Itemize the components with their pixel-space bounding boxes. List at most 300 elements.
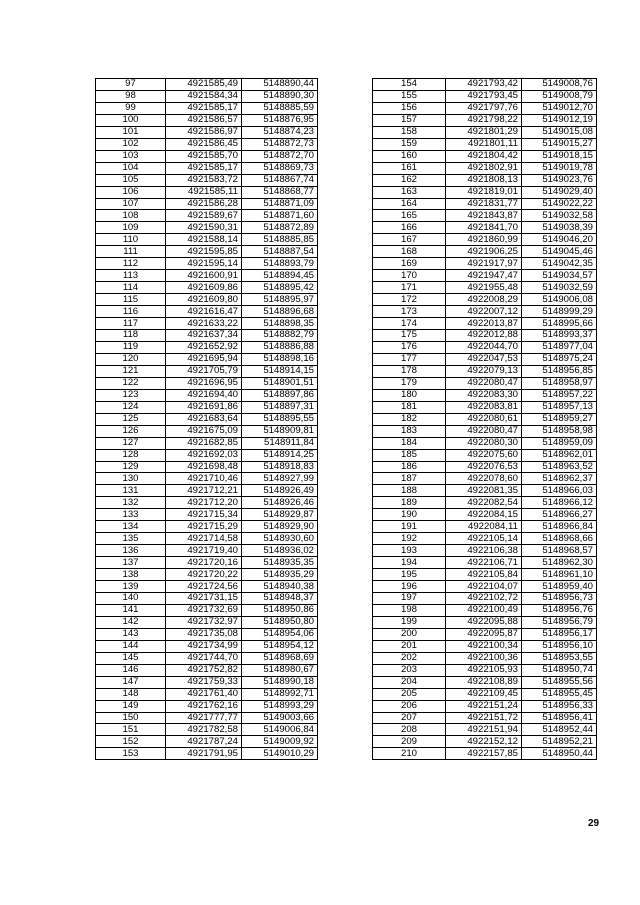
point-number-cell: 133 [96,509,166,521]
x-coordinate-cell: 4921762,16 [166,700,242,712]
point-number-cell: 121 [96,365,166,377]
y-coordinate-cell: 5148895,55 [242,413,318,425]
point-number-cell: 145 [96,652,166,664]
table-row [96,748,318,760]
table-row [373,222,597,234]
table-row [373,246,597,258]
table-row [373,724,597,736]
y-coordinate-cell: 5148872,70 [242,150,318,162]
table-row [373,425,597,437]
y-coordinate-cell: 5148876,95 [242,114,318,126]
table-row [96,497,318,509]
y-coordinate-cell: 5148926,46 [242,497,318,509]
table-row [96,652,318,664]
x-coordinate-cell: 4921777,77 [166,712,242,724]
y-coordinate-cell: 5148962,01 [522,449,597,461]
y-coordinate-cell: 5148914,15 [242,365,318,377]
table-row [373,688,597,700]
point-number-cell: 118 [96,330,166,342]
x-coordinate-cell: 4922095,87 [446,628,522,640]
point-number-cell: 165 [373,210,446,222]
y-coordinate-cell: 5148968,69 [242,652,318,664]
point-number-cell: 115 [96,294,166,306]
point-number-cell: 189 [373,497,446,509]
x-coordinate-cell: 4921590,31 [166,222,242,234]
point-number-cell: 128 [96,449,166,461]
x-coordinate-cell: 4922100,49 [446,604,522,616]
table-row [96,533,318,545]
table-row [96,724,318,736]
y-coordinate-cell: 5148956,85 [522,365,597,377]
table-row [96,545,318,557]
y-coordinate-cell: 5148886,88 [242,341,318,353]
y-coordinate-cell: 5148956,79 [522,616,597,628]
x-coordinate-cell: 4921585,17 [166,102,242,114]
table-row [373,306,597,318]
x-coordinate-cell: 4922080,47 [446,425,522,437]
x-coordinate-cell: 4921719,40 [166,545,242,557]
table-row [373,174,597,186]
x-coordinate-cell: 4921831,77 [446,198,522,210]
x-coordinate-cell: 4921724,56 [166,581,242,593]
table-row [96,330,318,342]
x-coordinate-cell: 4921586,97 [166,126,242,138]
y-coordinate-cell: 5149015,08 [522,126,597,138]
table-row [373,485,597,497]
table-row [373,114,597,126]
point-number-cell: 111 [96,246,166,258]
x-coordinate-cell: 4921595,85 [166,246,242,258]
y-coordinate-cell: 5148898,35 [242,318,318,330]
table-row [373,652,597,664]
point-number-cell: 175 [373,330,446,342]
x-coordinate-cell: 4921589,67 [166,210,242,222]
x-coordinate-cell: 4922105,14 [446,533,522,545]
x-coordinate-cell: 4922100,34 [446,640,522,652]
y-coordinate-cell: 5148927,99 [242,473,318,485]
y-coordinate-cell: 5149023,76 [522,174,597,186]
x-coordinate-cell: 4921695,94 [166,353,242,365]
x-coordinate-cell: 4921860,99 [446,234,522,246]
y-coordinate-cell: 5148914,25 [242,449,318,461]
x-coordinate-cell: 4921735,08 [166,628,242,640]
y-coordinate-cell: 5148955,45 [522,688,597,700]
x-coordinate-cell: 4921720,16 [166,557,242,569]
point-number-cell: 204 [373,676,446,688]
table-row [373,533,597,545]
point-number-cell: 174 [373,318,446,330]
table-row [96,485,318,497]
y-coordinate-cell: 5148953,55 [522,652,597,664]
point-number-cell: 127 [96,437,166,449]
x-coordinate-cell: 4922076,53 [446,461,522,473]
x-coordinate-cell: 4922109,45 [446,688,522,700]
point-number-cell: 170 [373,270,446,282]
table-row [373,437,597,449]
y-coordinate-cell: 5148950,74 [522,664,597,676]
x-coordinate-cell: 4922078,60 [446,473,522,485]
point-number-cell: 155 [373,90,446,102]
table-row [96,198,318,210]
y-coordinate-cell: 5148895,97 [242,294,318,306]
point-number-cell: 143 [96,628,166,640]
point-number-cell: 141 [96,604,166,616]
table-row [96,616,318,628]
point-number-cell: 136 [96,545,166,557]
y-coordinate-cell: 5148956,73 [522,592,597,604]
table-row [373,79,597,91]
table-row [96,736,318,748]
y-coordinate-cell: 5148935,35 [242,557,318,569]
y-coordinate-cell: 5148966,27 [522,509,597,521]
table-row [373,150,597,162]
page-number: 29 [588,818,600,829]
x-coordinate-cell: 4921804,42 [446,150,522,162]
x-coordinate-cell: 4922047,53 [446,353,522,365]
y-coordinate-cell: 5148894,45 [242,270,318,282]
table-row [96,628,318,640]
x-coordinate-cell: 4922079,13 [446,365,522,377]
x-coordinate-cell: 4921588,14 [166,234,242,246]
y-coordinate-cell: 5148962,37 [522,473,597,485]
y-coordinate-cell: 5148999,29 [522,306,597,318]
y-coordinate-cell: 5148871,09 [242,198,318,210]
point-number-cell: 210 [373,748,446,760]
table-row [96,353,318,365]
x-coordinate-cell: 4921584,34 [166,90,242,102]
point-number-cell: 150 [96,712,166,724]
x-coordinate-cell: 4921683,64 [166,413,242,425]
point-number-cell: 140 [96,592,166,604]
x-coordinate-cell: 4921585,49 [166,79,242,91]
x-coordinate-cell: 4922084,11 [446,521,522,533]
x-coordinate-cell: 4922075,60 [446,449,522,461]
y-coordinate-cell: 5148958,98 [522,425,597,437]
x-coordinate-cell: 4922084,15 [446,509,522,521]
x-coordinate-cell: 4921732,97 [166,616,242,628]
y-coordinate-cell: 5148867,74 [242,174,318,186]
point-number-cell: 184 [373,437,446,449]
table-row [96,688,318,700]
point-number-cell: 148 [96,688,166,700]
point-number-cell: 190 [373,509,446,521]
point-number-cell: 154 [373,79,446,91]
y-coordinate-cell: 5148895,42 [242,282,318,294]
table-row [96,246,318,258]
point-number-cell: 173 [373,306,446,318]
table-row [373,449,597,461]
table-row [373,90,597,102]
y-coordinate-cell: 5148956,10 [522,640,597,652]
x-coordinate-cell: 4921595,14 [166,258,242,270]
table-row [373,162,597,174]
point-number-cell: 108 [96,210,166,222]
point-number-cell: 114 [96,282,166,294]
point-number-cell: 193 [373,545,446,557]
x-coordinate-cell: 4921752,82 [166,664,242,676]
y-coordinate-cell: 5148940,38 [242,581,318,593]
y-coordinate-cell: 5148956,17 [522,628,597,640]
y-coordinate-cell: 5148958,97 [522,377,597,389]
table-row [96,664,318,676]
x-coordinate-cell: 4921917,97 [446,258,522,270]
point-number-cell: 100 [96,114,166,126]
table-row [373,294,597,306]
y-coordinate-cell: 5149008,76 [522,79,597,91]
point-number-cell: 198 [373,604,446,616]
x-coordinate-cell: 4922106,71 [446,557,522,569]
y-coordinate-cell: 5148966,03 [522,485,597,497]
x-coordinate-cell: 4921801,29 [446,126,522,138]
table-row [96,270,318,282]
y-coordinate-cell: 5148885,85 [242,234,318,246]
x-coordinate-cell: 4922080,30 [446,437,522,449]
point-number-cell: 196 [373,581,446,593]
y-coordinate-cell: 5148956,76 [522,604,597,616]
x-coordinate-cell: 4921819,01 [446,186,522,198]
y-coordinate-cell: 5148956,33 [522,700,597,712]
point-number-cell: 203 [373,664,446,676]
point-number-cell: 131 [96,485,166,497]
y-coordinate-cell: 5149046,20 [522,234,597,246]
y-coordinate-cell: 5148961,10 [522,569,597,581]
y-coordinate-cell: 5148954,06 [242,628,318,640]
point-number-cell: 123 [96,389,166,401]
x-coordinate-cell: 4921586,28 [166,198,242,210]
point-number-cell: 199 [373,616,446,628]
point-number-cell: 99 [96,102,166,114]
x-coordinate-cell: 4921798,22 [446,114,522,126]
x-coordinate-cell: 4922082,54 [446,497,522,509]
y-coordinate-cell: 5148950,86 [242,604,318,616]
point-number-cell: 106 [96,186,166,198]
point-number-cell: 142 [96,616,166,628]
x-coordinate-cell: 4922012,88 [446,330,522,342]
point-number-cell: 135 [96,533,166,545]
point-number-cell: 101 [96,126,166,138]
point-number-cell: 129 [96,461,166,473]
point-number-cell: 200 [373,628,446,640]
x-coordinate-cell: 4922083,81 [446,401,522,413]
y-coordinate-cell: 5148956,41 [522,712,597,724]
table-row [96,318,318,330]
point-number-cell: 192 [373,533,446,545]
table-row [373,676,597,688]
x-coordinate-cell: 4922044,70 [446,341,522,353]
point-number-cell: 130 [96,473,166,485]
x-coordinate-cell: 4921802,91 [446,162,522,174]
x-coordinate-cell: 4922100,36 [446,652,522,664]
table-row [96,389,318,401]
y-coordinate-cell: 5148959,40 [522,581,597,593]
y-coordinate-cell: 5148897,86 [242,389,318,401]
x-coordinate-cell: 4921731,15 [166,592,242,604]
x-coordinate-cell: 4921586,45 [166,138,242,150]
y-coordinate-cell: 5149022,22 [522,198,597,210]
table-row [96,126,318,138]
y-coordinate-cell: 5149029,40 [522,186,597,198]
point-number-cell: 117 [96,318,166,330]
y-coordinate-cell: 5148963,52 [522,461,597,473]
y-coordinate-cell: 5148959,09 [522,437,597,449]
table-row [96,581,318,593]
y-coordinate-cell: 5148954,12 [242,640,318,652]
point-number-cell: 168 [373,246,446,258]
y-coordinate-cell: 5149038,39 [522,222,597,234]
x-coordinate-cell: 4921808,13 [446,174,522,186]
point-number-cell: 176 [373,341,446,353]
table-row [96,150,318,162]
point-number-cell: 161 [373,162,446,174]
x-coordinate-cell: 4921682,85 [166,437,242,449]
x-coordinate-cell: 4922083,30 [446,389,522,401]
x-coordinate-cell: 4921585,17 [166,162,242,174]
x-coordinate-cell: 4921906,25 [446,246,522,258]
table-row [373,592,597,604]
table-row [96,377,318,389]
table-row [96,557,318,569]
y-coordinate-cell: 5148975,24 [522,353,597,365]
x-coordinate-cell: 4921696,95 [166,377,242,389]
table-row [373,748,597,760]
table-row [373,341,597,353]
point-number-cell: 134 [96,521,166,533]
table-row [96,294,318,306]
y-coordinate-cell: 5149042,35 [522,258,597,270]
table-row [373,377,597,389]
point-number-cell: 160 [373,150,446,162]
table-row [96,186,318,198]
point-number-cell: 201 [373,640,446,652]
point-number-cell: 124 [96,401,166,413]
table-row [96,437,318,449]
table-row [96,114,318,126]
point-number-cell: 202 [373,652,446,664]
x-coordinate-cell: 4921787,24 [166,736,242,748]
x-coordinate-cell: 4921761,40 [166,688,242,700]
y-coordinate-cell: 5148952,44 [522,724,597,736]
x-coordinate-cell: 4921759,33 [166,676,242,688]
point-number-cell: 167 [373,234,446,246]
y-coordinate-cell: 5148890,30 [242,90,318,102]
coordinates-table-right [372,78,597,760]
y-coordinate-cell: 5148887,54 [242,246,318,258]
x-coordinate-cell: 4921715,29 [166,521,242,533]
table-row [373,616,597,628]
table-row [373,461,597,473]
x-coordinate-cell: 4921600,91 [166,270,242,282]
y-coordinate-cell: 5148896,68 [242,306,318,318]
x-coordinate-cell: 4921694,40 [166,389,242,401]
x-coordinate-cell: 4921691,86 [166,401,242,413]
table-row [96,222,318,234]
point-number-cell: 181 [373,401,446,413]
x-coordinate-cell: 4921791,95 [166,748,242,760]
point-number-cell: 172 [373,294,446,306]
x-coordinate-cell: 4921843,87 [446,210,522,222]
point-number-cell: 188 [373,485,446,497]
point-number-cell: 146 [96,664,166,676]
x-coordinate-cell: 4922008,29 [446,294,522,306]
y-coordinate-cell: 5149008,79 [522,90,597,102]
table-row [373,569,597,581]
y-coordinate-cell: 5148918,83 [242,461,318,473]
point-number-cell: 157 [373,114,446,126]
table-row [373,712,597,724]
point-number-cell: 162 [373,174,446,186]
point-number-cell: 205 [373,688,446,700]
table-row [373,126,597,138]
x-coordinate-cell: 4922095,88 [446,616,522,628]
x-coordinate-cell: 4921609,86 [166,282,242,294]
x-coordinate-cell: 4921698,48 [166,461,242,473]
table-row [373,234,597,246]
table-row [373,270,597,282]
point-number-cell: 169 [373,258,446,270]
point-number-cell: 178 [373,365,446,377]
table-row [373,389,597,401]
table-row [373,138,597,150]
x-coordinate-cell: 4921712,21 [166,485,242,497]
table-row [373,330,597,342]
table-row [373,736,597,748]
point-number-cell: 153 [96,748,166,760]
point-number-cell: 185 [373,449,446,461]
x-coordinate-cell: 4922081,35 [446,485,522,497]
table-row [96,90,318,102]
table-row [96,461,318,473]
point-number-cell: 194 [373,557,446,569]
table-row [96,640,318,652]
y-coordinate-cell: 5148977,04 [522,341,597,353]
x-coordinate-cell: 4922152,12 [446,736,522,748]
point-number-cell: 177 [373,353,446,365]
table-row [96,282,318,294]
point-number-cell: 151 [96,724,166,736]
y-coordinate-cell: 5148993,37 [522,330,597,342]
table-row [96,365,318,377]
y-coordinate-cell: 5148872,89 [242,222,318,234]
x-coordinate-cell: 4921947,47 [446,270,522,282]
table-row [373,282,597,294]
y-coordinate-cell: 5148990,18 [242,676,318,688]
point-number-cell: 98 [96,90,166,102]
point-number-cell: 149 [96,700,166,712]
table-row [96,449,318,461]
y-coordinate-cell: 5148995,66 [522,318,597,330]
x-coordinate-cell: 4921585,11 [166,186,242,198]
point-number-cell: 104 [96,162,166,174]
y-coordinate-cell: 5148930,60 [242,533,318,545]
table-row [96,258,318,270]
table-row [373,198,597,210]
x-coordinate-cell: 4922105,84 [446,569,522,581]
x-coordinate-cell: 4921782,58 [166,724,242,736]
point-number-cell: 122 [96,377,166,389]
x-coordinate-cell: 4921714,58 [166,533,242,545]
y-coordinate-cell: 5149018,15 [522,150,597,162]
x-coordinate-cell: 4921712,20 [166,497,242,509]
x-coordinate-cell: 4921734,99 [166,640,242,652]
y-coordinate-cell: 5148909,81 [242,425,318,437]
point-number-cell: 144 [96,640,166,652]
table-row [373,545,597,557]
y-coordinate-cell: 5149012,19 [522,114,597,126]
table-row [96,592,318,604]
y-coordinate-cell: 5148959,27 [522,413,597,425]
x-coordinate-cell: 4921793,45 [446,90,522,102]
y-coordinate-cell: 5148936,02 [242,545,318,557]
